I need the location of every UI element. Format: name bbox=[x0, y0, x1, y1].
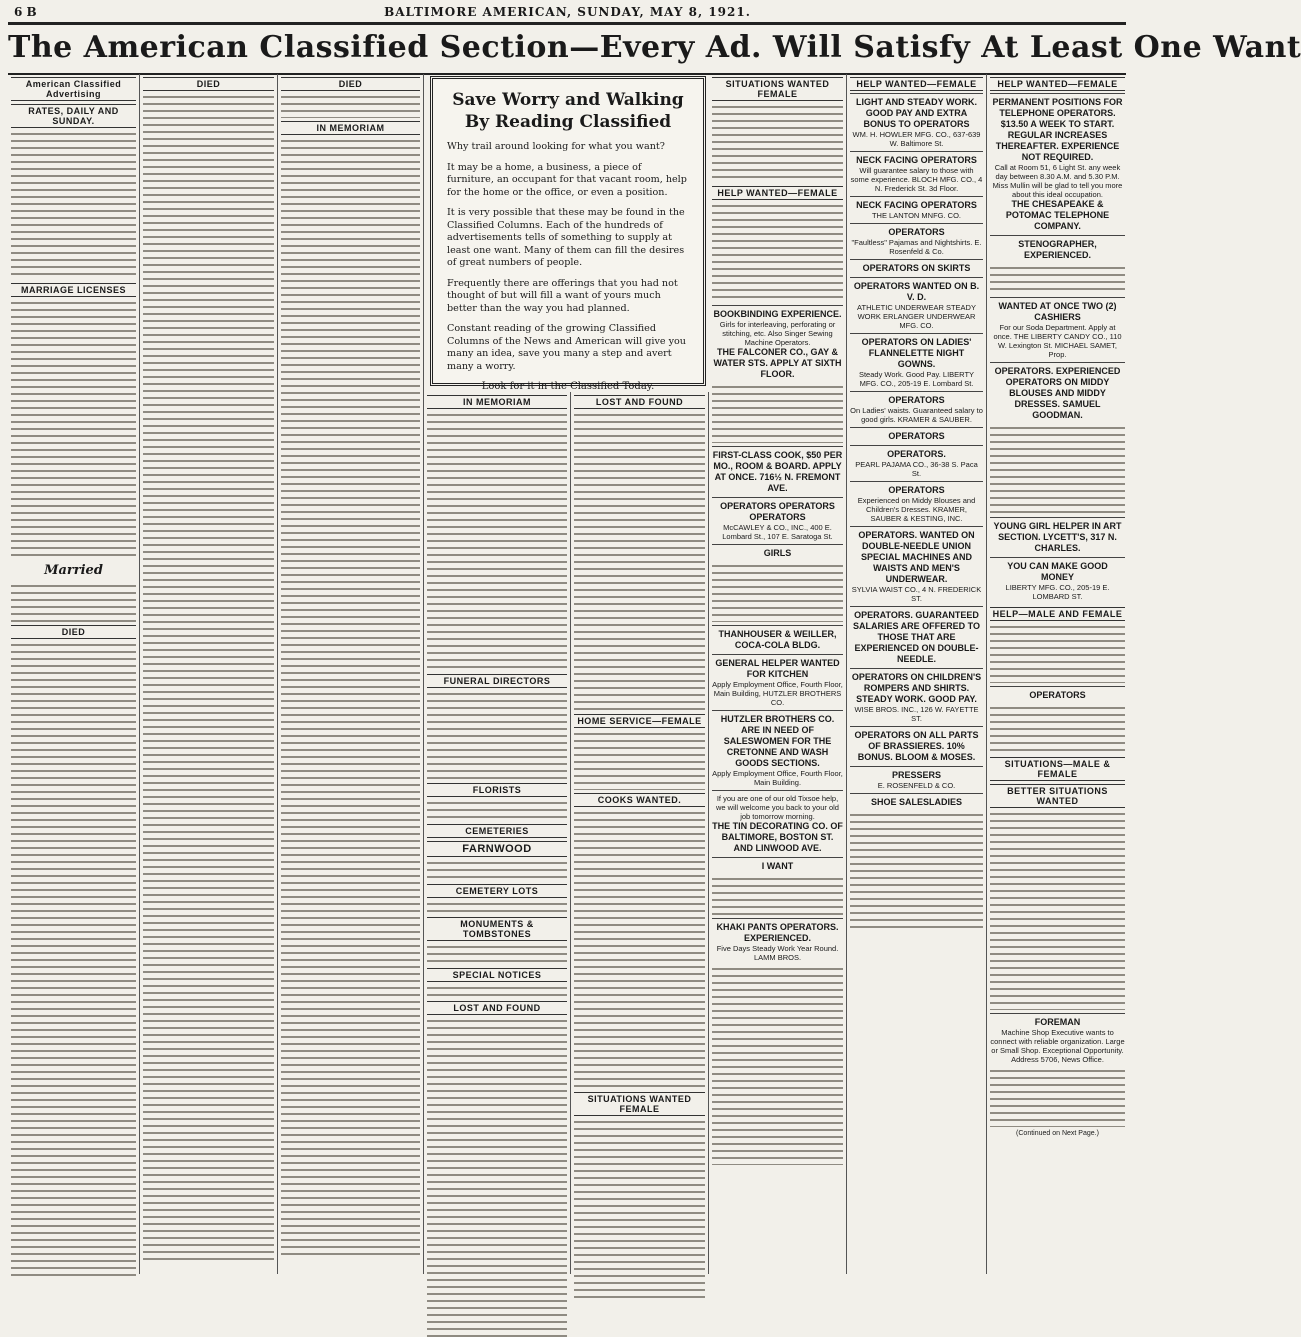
foreman-body: Machine Shop Executive wants to connect with reliable organization. Large or Small Shop. Exceptional Opportunity. Address 5706, News Office. bbox=[990, 1028, 1125, 1064]
foreman-title: FOREMAN bbox=[1034, 1017, 1081, 1027]
text-block bbox=[11, 130, 136, 280]
nightgown-ad bbox=[850, 333, 983, 391]
cashiers-title: WANTED AT ONCE TWO (2) CASHIERS bbox=[998, 301, 1117, 322]
farnwood-ad: FARNWOOD bbox=[427, 841, 567, 857]
khaki-title: KHAKI PANTS OPERATORS. EXPERIENCED. bbox=[716, 922, 839, 943]
girls-title: GIRLS bbox=[763, 548, 792, 558]
cooks-wanted-head: COOKS WANTED. bbox=[574, 793, 705, 807]
text-block bbox=[427, 859, 567, 881]
column-8 bbox=[987, 74, 1128, 1274]
lanton-firm: THE LANTON MNFG. CO. bbox=[871, 211, 962, 220]
bookbinding-firm: THE FALCONER CO., GAY & WATER STS. APPLY AT SIXTH FLOOR. bbox=[713, 347, 842, 379]
pearl-title: OPERATORS. bbox=[887, 449, 946, 459]
text-block bbox=[427, 984, 567, 998]
text-block bbox=[712, 103, 843, 183]
column-2 bbox=[140, 74, 278, 1274]
rompers-ad bbox=[850, 668, 983, 726]
monuments-head: MONUMENTS & TOMBSTONES bbox=[427, 917, 567, 941]
column-6 bbox=[709, 74, 847, 1274]
sylvia-body: SYLVIA WAIST CO., 4 N. FREDERICK ST. bbox=[851, 585, 982, 603]
text-block bbox=[712, 202, 843, 302]
waists-body: On Ladies' waists. Guaranteed salary to good girls. KRAMER & SAUBER. bbox=[850, 406, 983, 424]
column-5 bbox=[571, 392, 709, 1274]
text-block bbox=[427, 690, 567, 780]
mccawley-title: OPERATORS OPERATORS OPERATORS bbox=[720, 501, 835, 522]
pressers-body: E. ROSENFELD & CO. bbox=[877, 781, 956, 790]
text-block bbox=[574, 1118, 705, 1298]
skirts-ad bbox=[850, 259, 983, 277]
kitchen-helper-ad bbox=[712, 654, 843, 710]
column-3 bbox=[278, 74, 424, 1274]
waists-title: OPERATORS bbox=[888, 395, 945, 405]
text-block bbox=[11, 299, 136, 559]
cemetery-lots-head: CEMETERY LOTS bbox=[427, 884, 567, 898]
bloch-ad bbox=[850, 151, 983, 196]
mccawley-body: McCAWLEY & CO., INC., 400 E. Lombard St., 107 E. Saratoga St. bbox=[722, 523, 833, 541]
page-number: 6 B bbox=[14, 5, 37, 19]
col1-died-head: DIED bbox=[11, 625, 136, 639]
kitchen-body: Apply Employment Office, Fourth Floor, Main Building, HUTZLER BROTHERS CO. bbox=[712, 680, 843, 707]
faultless-body: "Faultless" Pajamas and Nightshirts. E. Rosenfeld & Co. bbox=[851, 238, 982, 256]
text-block bbox=[427, 943, 567, 965]
folio-line bbox=[0, 2, 1135, 22]
text-block bbox=[574, 411, 705, 711]
col7-help-head: HELP WANTED—FEMALE bbox=[850, 77, 983, 91]
male-female-head: HELP—MALE AND FEMALE bbox=[990, 607, 1125, 621]
mccawley-ad bbox=[712, 497, 843, 544]
text-block bbox=[281, 93, 420, 118]
text-block bbox=[427, 900, 567, 914]
dateline: BALTIMORE AMERICAN, SUNDAY, MAY 8, 1921. bbox=[384, 5, 751, 19]
special-notices-head: SPECIAL NOTICES bbox=[427, 968, 567, 982]
col1-title: American Classified Advertising bbox=[11, 77, 136, 101]
telephone-title: PERMANENT POSITIONS FOR TELEPHONE OPERATORS. $13.50 A WEEK TO START. REGULAR INCREASES THEREAFTER. EXPERIENCE NOT REQUIRED. bbox=[992, 97, 1123, 162]
goodman-ad bbox=[990, 362, 1125, 424]
tin-decorating-ad bbox=[712, 790, 843, 857]
bvd-title: OPERATORS WANTED ON B. V. D. bbox=[853, 281, 980, 302]
text-block bbox=[712, 383, 843, 443]
col8-help-head: HELP WANTED—FEMALE bbox=[990, 77, 1125, 91]
col2-died-head: DIED bbox=[143, 77, 274, 91]
text-block bbox=[427, 1017, 567, 1337]
i-want-title: I WANT bbox=[761, 861, 794, 871]
text-block bbox=[990, 704, 1125, 754]
promo-p4: Frequently there are offerings that you had not thought of but will fill a want of yours much better than the way you had planned. bbox=[447, 277, 678, 314]
bloch-title: NECK FACING OPERATORS bbox=[856, 155, 977, 165]
marriage-licenses-head: MARRIAGE LICENSES bbox=[11, 283, 136, 297]
promo-p2: It may be a home, a business, a piece of furniture, an occupant for that vacant room, help for the home or the office, or even a position. bbox=[447, 161, 687, 198]
married-head: Married bbox=[44, 563, 103, 578]
operators-ad bbox=[850, 427, 983, 445]
column-7 bbox=[847, 74, 987, 1274]
telephone-ad bbox=[990, 93, 1125, 235]
text-block bbox=[11, 582, 136, 622]
telephone-body: Call at Room 51, 6 Light St. any week day between 8.30 A.M. and 5.30 P.M. Miss Mullin will be glad to tell you more about this ideal occupation. bbox=[992, 163, 1123, 199]
waists-ad bbox=[850, 391, 983, 427]
brassieres-ad bbox=[850, 726, 983, 766]
howler-title: LIGHT AND STEADY WORK. GOOD PAY AND EXTRA BONUS TO OPERATORS bbox=[856, 97, 977, 129]
text-block bbox=[990, 264, 1125, 294]
cemeteries-head: CEMETERIES bbox=[427, 824, 567, 838]
bvd-body: ATHLETIC UNDERWEAR STEADY WORK ERLANGER UNDERWEAR MFG. CO. bbox=[857, 303, 976, 330]
tin-body: If you are one of our old Tixsoe help, we will welcome you back to your old job tomorrow morning. bbox=[716, 794, 839, 821]
text-block bbox=[712, 875, 843, 915]
hutzler-body: Apply Employment Office, Fourth Floor, Main Building. bbox=[712, 769, 843, 787]
faultless-ad bbox=[850, 223, 983, 259]
funeral-directors-head: FUNERAL DIRECTORS bbox=[427, 674, 567, 688]
col3-in-memoriam: IN MEMORIAM bbox=[281, 121, 420, 135]
column-4 bbox=[424, 392, 571, 1274]
money-title: YOU CAN MAKE GOOD MONEY bbox=[1007, 561, 1108, 582]
thanhouser-ad bbox=[712, 625, 843, 654]
sylvia-title: OPERATORS. WANTED ON DOUBLE-NEEDLE UNION SPECIAL MACHINES AND WAISTS AND MEN'S UNDERWEAR. bbox=[858, 530, 975, 584]
lanton-title: NECK FACING OPERATORS bbox=[856, 200, 977, 210]
text-block bbox=[574, 809, 705, 1089]
col5-sit-wanted: SITUATIONS WANTED FEMALE bbox=[574, 1092, 705, 1116]
telephone-firm: THE CHESAPEAKE & POTOMAC TELEPHONE COMPANY. bbox=[1005, 199, 1110, 231]
stenographer-ad bbox=[990, 235, 1125, 264]
cashiers-body: For our Soda Department. Apply at once. THE LIBERTY CANDY CO., 110 W. Lexington St. MICHAEL SAMET, Prop. bbox=[993, 323, 1122, 359]
thanhouser-title: THANHOUSER & WEILLER, COCA-COLA BLDG. bbox=[718, 629, 837, 650]
guaranteed-ad bbox=[850, 606, 983, 668]
pressers-title: PRESSERS bbox=[891, 770, 942, 780]
text-block bbox=[574, 730, 705, 790]
florists-head: FLORISTS bbox=[427, 783, 567, 797]
col5-lost-found: LOST AND FOUND bbox=[574, 395, 705, 409]
col3-died-head: DIED bbox=[281, 77, 420, 91]
hutzler-ad bbox=[712, 710, 843, 790]
faultless-title: OPERATORS bbox=[888, 227, 945, 237]
kitchen-title: GENERAL HELPER WANTED FOR KITCHEN bbox=[715, 658, 840, 679]
guaranteed-title: OPERATORS. GUARANTEED SALARIES ARE OFFERED TO THOSE THAT ARE EXPERIENCED ON DOUBLE-NEEDLE. bbox=[852, 610, 980, 664]
promo-p5: Constant reading of the growing Classified Columns of the News and American will give you many an idea, save you many a step and avert many a worry. bbox=[447, 323, 686, 372]
promo-p3: It is very possible that these may be found in the Classified Columns. Each of the hundreds of advertisements tells of something to supply at least one want. Many of them can fill the desires of great numbers of people. bbox=[447, 207, 685, 268]
pressers-ad bbox=[850, 766, 983, 793]
lanton-ad bbox=[850, 196, 983, 223]
text-block bbox=[427, 799, 567, 821]
banner-headline: The American Classified Section—Every Ad. Will Satisfy At Least One Want bbox=[8, 30, 1301, 65]
rompers-title: OPERATORS ON CHILDREN'S ROMPERS AND SHIRTS. STEADY WORK. GOOD PAY. bbox=[851, 672, 982, 704]
promo-box bbox=[430, 76, 706, 392]
bookbinding-title: BOOKBINDING EXPERIENCE. bbox=[713, 309, 842, 319]
promo-title: Save Worry and Walking By Reading Classified bbox=[452, 90, 684, 132]
goodman-title: OPERATORS. EXPERIENCED OPERATORS ON MIDDY BLOUSES AND MIDDY DRESSES. SAMUEL GOODMAN. bbox=[994, 366, 1121, 420]
lycett-title: YOUNG GIRL HELPER IN ART SECTION. LYCETT'S, 317 N. CHARLES. bbox=[993, 521, 1122, 553]
cashiers-ad bbox=[990, 297, 1125, 362]
nightgown-title: OPERATORS ON LADIES' FLANNELETTE NIGHT GOWNS. bbox=[861, 337, 972, 369]
text-block bbox=[850, 811, 983, 931]
hutzler-title: HUTZLER BROTHERS CO. ARE IN NEED OF SALESWOMEN FOR THE CRETONNE AND WASH GOODS SECTIONS. bbox=[720, 714, 835, 768]
columns bbox=[8, 74, 1128, 1274]
better-situations-head: BETTER SITUATIONS WANTED bbox=[990, 784, 1125, 808]
girls-ad bbox=[712, 544, 843, 562]
col8-operators-ad bbox=[990, 686, 1125, 704]
text-block bbox=[281, 137, 420, 1257]
text-block bbox=[990, 623, 1125, 683]
sylvia-ad bbox=[850, 526, 983, 606]
promo-p1: Why trail around looking for what you want? bbox=[447, 141, 665, 152]
text-block bbox=[990, 1067, 1125, 1127]
col6-sit-head: SITUATIONS WANTED FEMALE bbox=[712, 77, 843, 101]
i-want-ad bbox=[712, 857, 843, 875]
pearl-ad bbox=[850, 445, 983, 481]
money-body: LIBERTY MFG. CO., 205-19 E. LOMBARD ST. bbox=[1005, 583, 1110, 601]
col8-operators-title: OPERATORS bbox=[1029, 690, 1086, 700]
column-1 bbox=[8, 74, 140, 1274]
brassieres-title: OPERATORS ON ALL PARTS OF BRASSIERES. 10% BONUS. BLOOM & MOSES. bbox=[854, 730, 979, 762]
situations-mf-head: SITUATIONS—MALE & FEMALE bbox=[990, 757, 1125, 781]
promo-p6: Look for it in the Classified Today. bbox=[481, 381, 655, 392]
text-block bbox=[990, 810, 1125, 1010]
foreman-ad bbox=[990, 1013, 1125, 1067]
skirts-title: OPERATORS ON SKIRTS bbox=[862, 263, 971, 273]
shoe-ad bbox=[850, 793, 983, 811]
rompers-body: WISE BROS. INC., 126 W. FAYETTE ST. bbox=[854, 705, 979, 723]
bookbinding-body: Girls for interleaving, perforating or stitching, etc. Also Singer Sewing Machine Operators. bbox=[719, 320, 836, 347]
shoe-title: SHOE SALESLADIES bbox=[870, 797, 962, 807]
cook-ad-text: FIRST-CLASS COOK, $50 PER MO., ROOM & BOARD. APPLY AT ONCE. 716½ N. FREMONT AVE. bbox=[712, 450, 843, 493]
nightgown-body: Steady Work. Good Pay. LIBERTY MFG. CO., 205-19 E. Lombard St. bbox=[858, 370, 975, 388]
text-block bbox=[427, 411, 567, 671]
text-block bbox=[712, 965, 843, 1165]
tin-firm: THE TIN DECORATING CO. OF BALTIMORE, BOSTON ST. AND LINWOOD AVE. bbox=[712, 821, 843, 853]
middy-title: OPERATORS bbox=[888, 485, 945, 495]
operators-title: OPERATORS bbox=[888, 431, 945, 441]
lycett-ad bbox=[990, 517, 1125, 557]
col4-lost-found: LOST AND FOUND bbox=[427, 1001, 567, 1015]
khaki-ad bbox=[712, 918, 843, 965]
text-block bbox=[990, 424, 1125, 514]
text-block bbox=[712, 562, 843, 622]
middy-body: Experienced on Middy Blouses and Children's Dresses. KRAMER, SAUBER & KESTING, INC. bbox=[857, 496, 976, 523]
howler-ad bbox=[850, 93, 983, 151]
bvd-ad bbox=[850, 277, 983, 333]
money-ad bbox=[990, 557, 1125, 604]
continued-note: (Continued on Next Page.) bbox=[1016, 1130, 1099, 1137]
stenographer-title: STENOGRAPHER, EXPERIENCED. bbox=[1018, 239, 1097, 260]
cook-ad bbox=[712, 446, 843, 497]
col1-rates: RATES, DAILY AND SUNDAY. bbox=[11, 104, 136, 128]
khaki-body: Five Days Steady Work Year Round. LAMM BROS. bbox=[716, 944, 839, 962]
pearl-body: PEARL PAJAMA CO., 36-38 S. Paca St. bbox=[855, 460, 978, 478]
col4-in-memoriam: IN MEMORIAM bbox=[427, 395, 567, 409]
text-block bbox=[143, 93, 274, 1263]
howler-firm: WM. H. HOWLER MFG. CO., 637-639 W. Baltimore St. bbox=[852, 130, 981, 148]
col6-help-head: HELP WANTED—FEMALE bbox=[712, 186, 843, 200]
bloch-body: Will guarantee salary to those with some experience. BLOCH MFG. CO., 4 N. Frederick St. 3d Floor. bbox=[850, 166, 983, 193]
middy-ad bbox=[850, 481, 983, 526]
text-block bbox=[11, 641, 136, 1281]
section-banner bbox=[8, 22, 1301, 75]
bookbinding-ad bbox=[712, 305, 843, 383]
home-service-head: HOME SERVICE—FEMALE bbox=[574, 714, 705, 728]
